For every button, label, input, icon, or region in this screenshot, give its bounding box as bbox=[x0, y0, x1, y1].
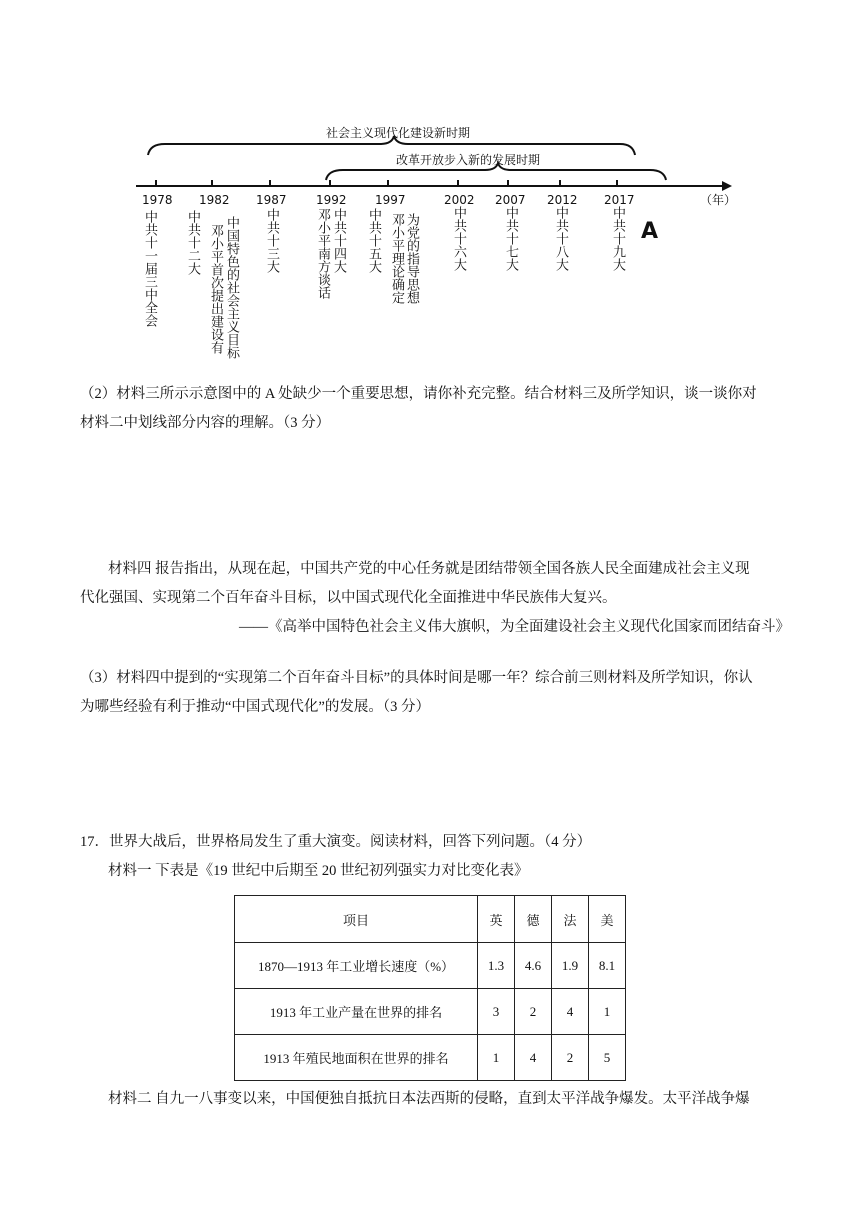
table-header: 英 bbox=[478, 896, 515, 943]
material-1-intro: 材料一 下表是《19 世纪中后期至 20 世纪初列强实力对比变化表》 bbox=[108, 863, 529, 879]
table-header: 法 bbox=[552, 896, 589, 943]
event-text: 为党的指导思想 bbox=[404, 213, 419, 304]
table-cell: 8.1 bbox=[589, 943, 626, 989]
material-2-text: 材料二 自九一八事变以来，中国便独自抵抗日本法西斯的侵略，直到太平洋战争爆发。太平洋战争爆 bbox=[108, 1091, 750, 1107]
question-2-line2: 材料二中划线部分内容的理解。（3 分） bbox=[80, 415, 331, 431]
year-label: 1997 bbox=[375, 193, 406, 207]
year-label: 2002 bbox=[444, 193, 475, 207]
question-2-line1: （2）材料三所示示意图中的 A 处缺少一个重要思想，请你补充完整。结合材料三及所学知识，谈一谈你对 bbox=[80, 386, 757, 402]
axis-unit: （年） bbox=[700, 193, 737, 207]
event-text: 中共十八大 bbox=[553, 206, 568, 271]
event-text: 中国特色的社会主义目标 bbox=[224, 216, 239, 359]
question-3 bbox=[80, 664, 790, 722]
table-cell: 4 bbox=[552, 989, 589, 1035]
table-cell: 1 bbox=[478, 1035, 515, 1081]
table-cell: 3 bbox=[478, 989, 515, 1035]
event-text: 中共十二大 bbox=[185, 210, 200, 275]
event-text: 中共十七大 bbox=[503, 206, 518, 271]
marker-a: A bbox=[641, 219, 659, 244]
timeline-graphics bbox=[0, 0, 860, 360]
event-text: 邓小平理论确定 bbox=[389, 213, 404, 304]
table-header: 项目 bbox=[235, 896, 478, 943]
event-text: 中共十六大 bbox=[451, 206, 466, 271]
event-text: 邓小平首次提出建设有 bbox=[208, 224, 223, 354]
material-4-line2: 代化强国、实现第二个百年奋斗目标，以中国式现代化全面推进中华民族伟大复兴。 bbox=[80, 590, 617, 606]
table-row bbox=[235, 943, 626, 989]
inner-brace-label: 改革开放步入新的发展时期 bbox=[396, 153, 541, 167]
year-label: 1978 bbox=[142, 193, 173, 207]
table-cell: 2 bbox=[552, 1035, 589, 1081]
material-2 bbox=[80, 1085, 790, 1114]
material-4-source: ——《高举中国特色社会主义伟大旗帜，为全面建设社会主义现代化国家而团结奋斗》 bbox=[239, 619, 790, 635]
table-cell: 1.9 bbox=[552, 943, 589, 989]
outer-brace-label: 社会主义现代化建设新时期 bbox=[326, 126, 471, 140]
event-text: 邓小平南方谈话 bbox=[315, 208, 330, 299]
year-label: 2017 bbox=[604, 193, 635, 207]
axis-arrow bbox=[722, 181, 732, 191]
year-label: 1982 bbox=[199, 193, 230, 207]
table-cell: 1 bbox=[589, 989, 626, 1035]
year-label: 1987 bbox=[256, 193, 287, 207]
year-label: 1992 bbox=[316, 193, 347, 207]
table-header: 美 bbox=[589, 896, 626, 943]
table-cell: 2 bbox=[515, 989, 552, 1035]
question-3-line2: 为哪些经验有利于推动“中国式现代化”的发展。（3 分） bbox=[80, 699, 430, 715]
table-cell: 4.6 bbox=[515, 943, 552, 989]
question-17 bbox=[80, 828, 790, 886]
year-label: 2012 bbox=[547, 193, 578, 207]
event-text: 中共十一届三中全会 bbox=[142, 210, 157, 327]
event-text: 中共十九大 bbox=[610, 206, 625, 271]
table-cell: 1913 年殖民地面积在世界的排名 bbox=[235, 1035, 478, 1081]
material-4-line1: 材料四 报告指出，从现在起，中国共产党的中心任务就是团结带领全国各族人民全面建成社会主义现 bbox=[108, 561, 750, 577]
event-text: 中共十三大 bbox=[264, 208, 279, 273]
table-row bbox=[235, 1035, 626, 1081]
table-cell: 1.3 bbox=[478, 943, 515, 989]
table-header: 德 bbox=[515, 896, 552, 943]
question-17-title: 17．世界大战后，世界格局发生了重大演变。阅读材料，回答下列问题。（4 分） bbox=[80, 834, 592, 850]
material-4 bbox=[80, 555, 790, 642]
table-header-row bbox=[235, 896, 626, 943]
event-text: 中共十五大 bbox=[366, 208, 381, 273]
year-label: 2007 bbox=[495, 193, 526, 207]
question-3-line1: （3）材料四中提到的“实现第二个百年奋斗目标”的具体时间是哪一年？综合前三则材料及所学知识，你认 bbox=[80, 670, 753, 686]
table-cell: 4 bbox=[515, 1035, 552, 1081]
table-cell: 1913 年工业产量在世界的排名 bbox=[235, 989, 478, 1035]
event-text: 中共十四大 bbox=[331, 208, 346, 273]
table-cell: 5 bbox=[589, 1035, 626, 1081]
table-row bbox=[235, 989, 626, 1035]
table-cell: 1870—1913 年工业增长速度（%） bbox=[235, 943, 478, 989]
question-2 bbox=[80, 380, 790, 438]
powers-comparison-table bbox=[234, 895, 626, 1081]
